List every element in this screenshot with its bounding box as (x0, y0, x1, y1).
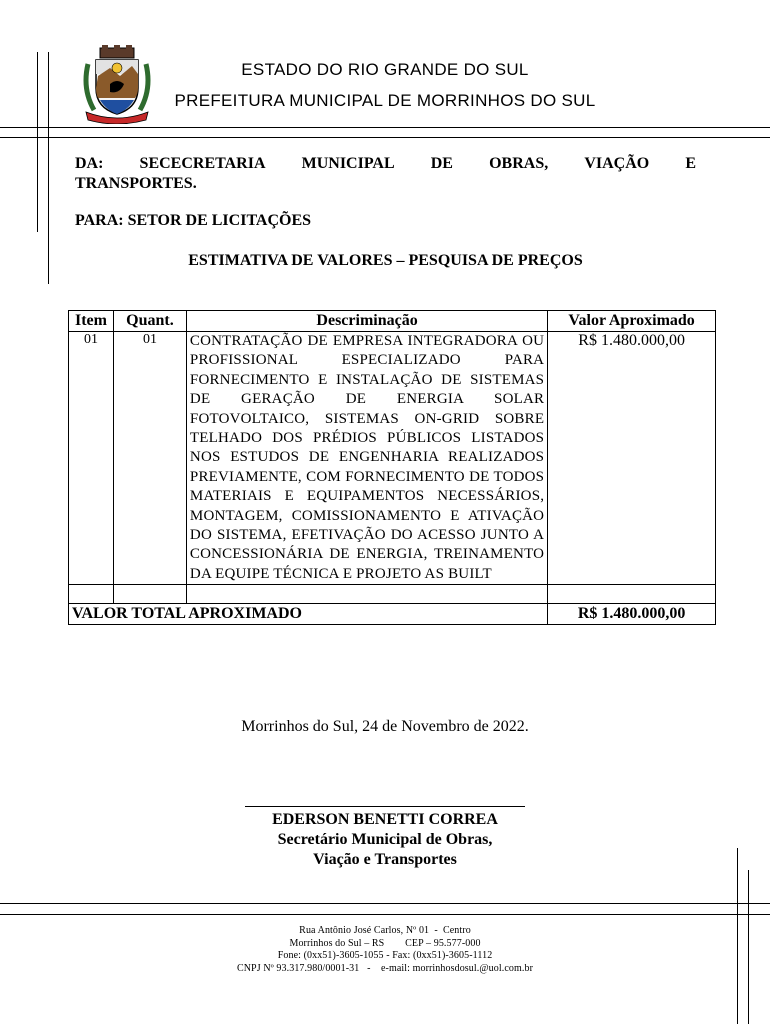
from-word: VIAÇÃO (584, 155, 650, 172)
to-department: PARA: SETOR DE LICITAÇÕES (75, 212, 312, 229)
from-line-2: TRANSPORTES. (75, 175, 197, 192)
table-header-row (69, 311, 716, 332)
right-margin-line-inner (737, 848, 738, 1024)
left-margin-line-outer (37, 52, 38, 232)
footer-phones: Fone: (0xx51)-3605-1055 - Fax: (0xx51)-3605-1112 (277, 950, 493, 961)
signer-name: EDERSON BENETTI CORREA (272, 811, 498, 828)
signer-role-line2: Viação e Transportes (313, 851, 457, 868)
column-header-quantity: Quant. (113, 311, 186, 332)
footer-city-cep: Morrinhos do Sul – RS CEP – 95.577-000 (289, 937, 481, 949)
table-total-row (69, 604, 716, 625)
left-margin-line-inner (48, 52, 49, 284)
from-department (75, 154, 696, 194)
footer-address: Rua Antônio José Carlos, Nº 01 - Centro (299, 925, 471, 936)
table-row (69, 332, 716, 585)
municipal-coat-of-arms-icon (80, 44, 154, 124)
prefecture-name: PREFEITURA MUNICIPAL DE MORRINHOS DO SUL (174, 91, 596, 110)
right-margin-line-outer (748, 870, 749, 1024)
from-word: DE (430, 155, 453, 172)
footer-rule-bottom (0, 914, 770, 915)
document-title: ESTIMATIVA DE VALORES – PESQUISA DE PREÇOS (188, 252, 583, 269)
column-header-description: Descriminação (186, 311, 547, 332)
total-value: R$ 1.480.000,00 (548, 604, 716, 625)
column-header-value: Valor Aproximado (548, 311, 716, 332)
empty-cell (186, 585, 547, 604)
from-word: E (685, 155, 696, 172)
price-estimate-table (68, 310, 716, 625)
state-name: ESTADO DO RIO GRANDE DO SUL (241, 60, 529, 79)
from-word: SECECRETARIA (139, 155, 266, 172)
total-label: VALOR TOTAL APROXIMADO (69, 604, 548, 625)
signature-block (200, 810, 570, 870)
from-word: MUNICIPAL (301, 155, 395, 172)
empty-cell (69, 585, 114, 604)
place-and-date: Morrinhos do Sul, 24 de Novembro de 2022. (241, 718, 529, 735)
signature-line (245, 806, 525, 807)
column-header-item: Item (69, 311, 114, 332)
item-number: 01 (69, 332, 114, 585)
empty-cell (113, 585, 186, 604)
item-quantity: 01 (113, 332, 186, 585)
from-word: OBRAS, (489, 155, 549, 172)
footer-rule-top (0, 903, 770, 904)
empty-cell (548, 585, 716, 604)
table-row-empty (69, 585, 716, 604)
header-rule-top (0, 127, 770, 128)
from-word: DA: (75, 155, 104, 172)
footer-contact (160, 925, 610, 975)
footer-cnpj-email: CNPJ Nº 93.317.980/0001-31 - e-mail: morrinhosdosul.@uol.com.br (236, 962, 534, 974)
item-value: R$ 1.480.000,00 (548, 332, 716, 585)
item-description: CONTRATAÇÃO DE EMPRESA INTEGRADORA OU PROFISSIONAL ESPECIALIZADO PARA FORNECIMENTO E INSTALAÇÃO DE SISTEMAS DE GERAÇÃO DE ENERGIA SOLAR FOTOVOLTAICO, SISTEMAS ON-GRID SOBRE TELHADO DOS PRÉDIOS PÚBLICOS LISTADOS NOS ESTUDOS DE ENGENHARIA REALIZADOS PREVIAMENTE, COM FORNECIMENTO DE TODOS MATERIAIS E EQUIPAMENTOS NECESSÁRIOS, MONTAGEM, COMISSIONAMENTO E ATIVAÇÃO DO SISTEMA, EFETIVAÇÃO DO ACESSO JUNTO A CONCESSIONÁRIA DE ENERGIA, TREINAMENTO DA EQUIPE TÉCNICA E PROJETO AS BUILT (186, 332, 547, 585)
header-rule-bottom (0, 137, 770, 138)
signer-role-line1: Secretário Municipal de Obras, (277, 831, 493, 848)
